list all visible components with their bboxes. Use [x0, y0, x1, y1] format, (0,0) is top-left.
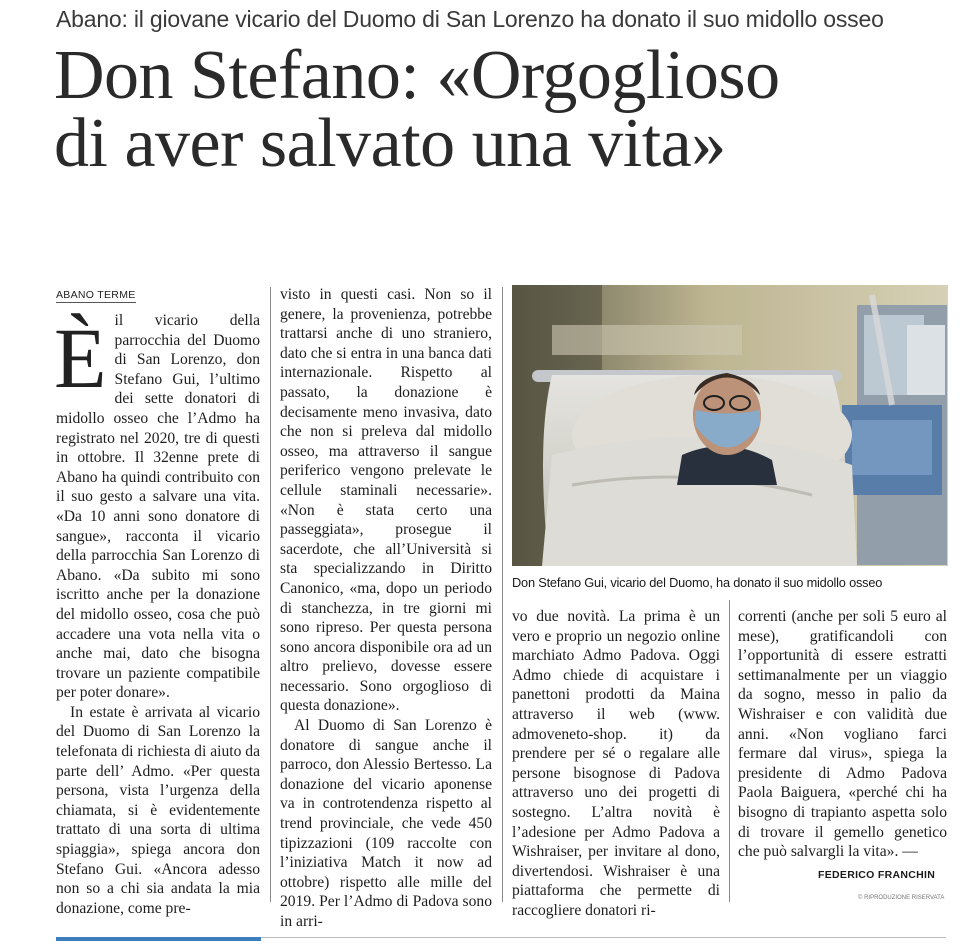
headline-line-2: di aver salvato una vita» [54, 105, 726, 182]
author-byline: FEDERICO FRANCHIN [818, 869, 936, 881]
copyright-notice: © RIPRODUZIONE RISERVATA [858, 895, 945, 901]
hospital-bed-photo [512, 285, 948, 566]
paragraph: Al Duomo di San Lorenzo è donatore di sangue anche il parroco, don Alessio Bertesso. La donazione del vicario aponense va in controtendenza rispetto al trend provinciale, che vede 450 tipizzazioni (109 raccolte con l’iniziativa Match it now ad ottobre) rispetto alle mille del 2019. Per l’Admo di Padova sono in arri- [280, 717, 492, 930]
paragraph: correnti (anche per soli 5 euro al mese), gratificandoli con l’opportunità di essere estratti settimanalmente per un viaggio da sogno, messo in palio da Wishraiser e con validità due anni. «Non vogliano farci fermare dal virus», spiega la presidente di Admo Padova Paola Baiguera, «perché chi ha bisogno di trapianto aspetta solo di trovare il gemello genetico che può salvargli la vita». — [738, 608, 947, 861]
article-kicker: Abano: il giovane vicario del Duomo di San Lorenzo ha donato il suo midollo osseo [56, 6, 884, 32]
column-divider [270, 287, 271, 902]
drop-cap: È [54, 310, 107, 406]
photo-caption: Don Stefano Gui, vicario del Duomo, ha donato il suo midollo osseo [512, 575, 883, 590]
page-bottom-accent [56, 937, 261, 941]
paragraph: vo due novità. La prima è un vero e proprio un negozio online marchiato Admo Padova. Oggi Admo chiede di acquistare i panettoni prodotti da Maina attraverso il web (www. admoveneto-shop. it) da prendere per sé o regalare alle persone bisognose di Padova attraverso uno dei progetti di sostegno. L’altra novità è l’adesione per Admo Padova a Wishraiser, per invitare al dono, divertendosi. Wishraiser è una piattaforma che permette di raccogliere donatori ri- [512, 608, 720, 919]
headline-line-1: Don Stefano: «Orgoglioso [54, 37, 780, 114]
column-2 [280, 285, 492, 932]
article-photo [512, 285, 948, 566]
paragraph: In estate è arrivata al vicario del Duomo di San Lorenzo la telefonata di richiesta di aiuto da parte dell’ Admo. «Per questa persona, vista l’urgenza della chiamata, si è evidentemente trattato di una sorta di ultima spiaggia», spiega ancora don Stefano Gui. «Ancora adesso non so a chi sia andata la mia donazione, come pre- [56, 703, 260, 917]
column-1 [56, 311, 260, 918]
column-divider [502, 287, 503, 902]
column-divider [729, 600, 730, 902]
column-4 [738, 607, 947, 862]
paragraph: visto in questi casi. Non so il genere, la provenienza, potrebbe trattarsi anche di uno straniero, dato che si entra in una banca dati internazionale. Rispetto al passato, la donazione è decisamente meno invasiva, dato che non si preleva dal midollo osseo, ma attraverso il sangue periferico vengono prelevate le cellule staminali necessarie». «Non è stata certo una passeggiata», prosegue il sacerdote, che all’Università si sta specializzando in Diritto Canonico, «ma, dopo un periodo di stanchezza, in tre giorni mi sono ripreso. Per questa persona sono ancora disponibile ora ad un altro prelievo, dovesse essere necessario. Sono orgoglioso di questa donazione». [280, 286, 492, 715]
section-label: ABANO TERME [56, 289, 136, 301]
column-3 [512, 607, 720, 921]
article-headline [54, 37, 954, 182]
paragraph: il vicario della parrocchia del Duomo di San Lorenzo, don Stefano Gui, l’ultimo dei sette donatori di midollo osseo che l’Admo ha registrato nel 2020, tre di questi in ottobre. Il 32enne prete di Abano ha quindi contribuito con il suo gesto a salvare una vita. «Da 10 anni sono donatore di sangue», racconta il vicario della parrocchia San Lorenzo di Abano. «Da subito mi sono iscritto anche per la donazione del midollo osseo, cosa che può accadere una vota nella vita o anche mai, dato che bisogna trovare un paziente compatibile per poter donare». [56, 312, 260, 702]
